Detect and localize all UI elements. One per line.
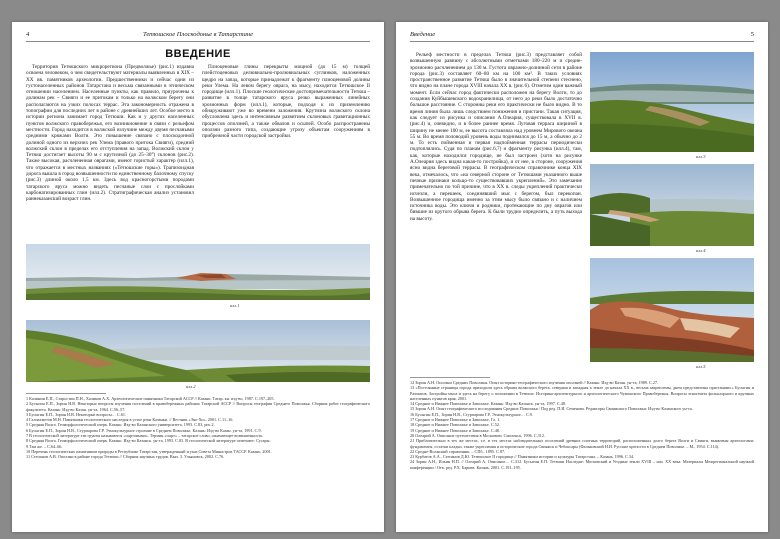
footnote: 6 Бусыгин Е.П., Зорин Н.В., Стурпарова Г.Р. Этнокультурное строение в Среднем Поволжье. Казань: Изд-во Казан. ун-та, 1991. С.9. [26,427,262,433]
text-column-right [410,52,582,374]
footnote: 15 Зорин А.Н. Опыт географического исследования Средних Поволжья / Под ред. П.И. Семенова. Редакторы Свияжского Поволжья: Изд-во Казанского ун-та. [410,406,693,412]
footnote: 12 Зорин А.Н. Оползни Средних Поволжья. Опыт историко-географического изучения оползней // Казань: Изд-во Казан. ун-та, 1989. С.27. [410,380,659,385]
footnote: 3 Бусыгин Е.П., Зорин Н.В. Некоторые вопросы… С.61. [26,411,126,417]
header-rule [26,41,370,42]
footnote: 9 Там же. – С.64–66. [26,443,63,449]
landscape-photo-3 [590,52,754,152]
footnote: 8 Средняя Волга. Геоморфологический очерк. Казань: Изд-во Казанск. ун-та, 1993. С.83. В геологической литературе отмечают: Сусары. [26,438,271,444]
landscape-photo-1 [26,244,370,300]
page-number-right: 5 [750,31,754,38]
caption-illustration-4: илл.4 [696,248,706,253]
footnote: 10 Перечень геологических памятников природы в Республике Татарстан, утвержденный и указ Совета Министров ТАССР. Казань, 2001. [26,448,272,454]
landscape-photo-4 [590,164,754,246]
right-page [396,22,768,532]
footnote: 5 Средняя Волга. Геоморфологический очерк. Казань: Изд-во Казанского университета, 1993. С.83, рис.2. [26,422,215,428]
paragraph: Рельеф местности в пределах Тетюш (рис.3) представляет собой возвышенную равнину с абсолютными отметками 180–220 м и средне-эрозионно расчленением до 130 м. Густота овражно-долинной сети в районе города (рис.3) составляет 60–80 км на 100 км². В таких условиях пространственное развитие Тетюш было в значительной степени стеснено, что видно на плане города XVIII начала XX в. (рис.6). Отметим один важный момент. Если сейчас город фактически расположен на берегу Волги, то до создания Куйбышевского водохранилища, от него до реки было достаточно большое расстояние. С сторонны реки его практически не было видно. В то время линия была лишь следствием понижения и пристани. Такая ситуация, как следует из рисунка и описания А.Олеария, существовала в XVII в. (рис.4) и, очевидно, и в более раннее время. Луговая терраса шириной в ширину не менее 100 м, ее высота составляла над уровнем Мирового океана 55 м. Во время половодий уровень воды поднимался до 15 м, а обычно до 2 м. То есть пойменная и первая надпойменная террасы периодически подтоплялись. Судя по планам (рис.6,7) и фрагменту рисунка (илл.4), там, как, которые находился городище, не был застроен (хотя на рисунке А.Олеария здесь видна какая-то постройка), и от нее, в стороне, сооружения ясно видна береговой террасы. В географическом справочнике конца XIX века, отмечалось, что «на северной стороне от Тетюшами указанного выше печные признаки кольцо-то существовавших укреплений». Это замечание примечательно по той причине, что в XX в. следы укреплений практически исчезли, а перешеек, соединявший мыс с берегом, был перекопан. Возвышенное городища именно за этим мысу было связано и с наличием источника воды. Это ключи и родники, протекающие по дну оврагов или бившие из крутого обрыва берега. К были трудно определить, а путь выхода на высоту. [410,52,582,222]
paragraph: Территория Тетюшского микрорегиона (Предволжье) (рис.1) издавна освоена человеком, о чем свидетельствуют материалы выявленных в XIX – XX вв. памятников археологии. Предшественники и сейчас одни из густонаселенных районов Татарстана и весьма связанными в этническом отношении населением. Населенные пункты, как правило, приурочены к долинам рек – Свияги и ее притокам и только на волжском берегу они располагаются на узких полосах террас. Эта закономерность отражена в топографии для последних лет в районе с древнейших лет. Особое место в истории региона занимает город Тетюши. Как и у других населенных пунктов волжского правобережья, его возникновение в связи с рельефом местности. Город находится в волжской излучине между двумя песчаными средними кряжами Волги. Это повышение связано с плоскодонной долиной одного из верхних рек Улема (правого притока Свияги), средний волжский склон в пределах его отступления на запад. Волжский склон у Тетюш достигает высоты 90 м с крутизной (до 25–30°) склонов (рис.2). Также высокая, расчлененная оврагами, имеют гористый характер (илл.1), что отражается в местных названиях («Тетюшские горы»). Трапизоидная дорога вышла в город возвышенности по единственному балочному спуску (рис.3) длиной около 1,5 км. Здесь вод красногорстыми породами татарского яруса можно видеть песчаные слои с прослойками карбонатизированных глин (илл.2). Стратиграфическая анализ установил раннеказанский возраст глин. [26,64,194,203]
page-number-left: 4 [26,31,30,38]
footnote: 13 «Постоянные страницы города приходили здесь обрыва волжского берега, северная и западная к земле до начала XX в., весьма закреплены, днем представлены пристанями.» Бусыгин и Рахматов, Застройка мыса и здесь на берегу о положении в Тетюше: Историко-архитектурного и археологического Чувашского Правобережья. Вопросы этногенеза фольклорного и крупных населенных пунктов края, 2001. [410,385,754,401]
header-rule [410,41,754,42]
paragraph: Плиоценовые глины перекрыты мощной (до 15 м) толщей плейстоценовых делювиально-пролювиальных суглинков, наложенных щедро на запад, которые принадлежат к фрагменту плиоценовой долины реки Улема. На левом берегу оврага, на мысу, находится Тетюшское II городище (илл.1). Плоские геологические достопримечательности Тетюш – развитие в толще татарского яруса резко выраженных линейных эрозионных форм (илл.1), которые, подходя к их приземлению обнаруживают уже во времени заложения. Крутизна волжского склона обусловлена здесь и интенсивным развитием склоновых гравитационных процессов оползней, а также обвалов и осыпей. Особо распространены оползни разного типа, создающие угрозу объектам сооружениям в прибрежной части городской застройки. [202,64,370,140]
running-head-right: Введение [410,31,436,38]
caption-illustration-5: илл.5 [696,364,706,369]
footnote: 16 Бусыгин Е.П., Зорин Н.В., Стурпарова Г.Р. Этнокультурное… С.9. [410,411,533,417]
footnote: 1 Калинин Е.П., Старостин П.Н., Халиков А.Х. Археологические памятники Татарской АССР // Казань: Татар. кн. изд-во, 1987. С.197–205. [26,396,275,401]
footnote: 20 Олеарий А. Описание путешествия в Московию. Смоленск, 1996. С.312. [410,432,545,438]
footnote: 4 Галиахметов М.Н. Памятники геологического наследия в устье реки Казанки. // Вестник «Эко-Хо», 2001. С.11–16. [26,417,234,423]
footnote: 23 Курбатов А.А., Степанов Д.Ю. Тетюшское II городище // Памятники истории и культуры Татарстана. – Казань, 1996. С.34. [410,454,635,460]
left-page [12,22,384,532]
footnote: 17 Средние и Нижнее Поволжье и Заволжье. Гл. 1. [410,417,501,423]
caption-illustration-2: илл.2 [186,384,196,389]
footnotes-left [26,396,370,528]
footnote: 24 Зорин А.Н., Ильин Н.П. // Олеарий А. Описание… С.312. Бусыгин Е.П. Тетюши Наследие: Московский и Уездные земли ХVIII – нач. ХХ века. Материалы Межрегиональной научной конференции / Отв. ред. Р.Х. Бариев. Казань, 2001. С.191–195. [410,459,754,470]
landscape-photo-2 [26,320,370,382]
footnote: 2 Бусыгин Е.П., Зорин Н.В. Некоторые вопросы изучения поселений в правобережных районах Татарской АССР // Вопросы географии Среднего Поволжья. Сборник работ географического факультета. Казань: Изд-во Казан. ун-та, 1964. С.56–57. [26,401,370,412]
landscape-photo-5 [590,258,754,362]
footnotes-right [410,380,754,528]
caption-illustration-3: илл.3 [696,154,706,159]
footnote: 19 Средние и Нижнее Поволжье и Заволжье. С.48. [410,427,500,433]
footnote: 14 Средние и Нижнее Поволжье и Заволжье. Казань: Изд-во Казанск. ун-та, 1997. С.48. [410,401,567,407]
running-head-left: Тетюшское Плоскодонье в Татарстане [142,31,254,38]
caption-illustration-1: илл.1 [230,303,240,308]
footnote-rule [26,393,106,394]
footnote: 7 В геологической литературе эти грунты называются «сыртовыми». Термин «сырт» – татарское слово, означающее возвышенность. [26,433,264,439]
footnote: 11 Степанов А.В. Оползни в районе города Тетюши // Сборник научных трудов. Вып. 3. Ульяновск, 2002. С.76. [26,454,225,460]
text-column-2 [202,64,370,254]
footnote: 22 Средне-Волжский справочник. – СПб., 1895. С.87. [410,448,506,454]
footnote: 21 Приблизительно в тех же местах, т.е. в тех местах наблюдательных поселений древних плотных территорий, расположенных долго берега Волги и Свияги, выявлены археологами: фундаменты, остатки кладки, также укрепления и исторические города Свияжск и Чебоксары (Фальковский Н.И. Русские крепости в Среднем Поволжье. – М., 1954. С.114). [410,438,754,449]
page-title: ВВЕДЕНИЕ [165,48,231,60]
footnote-rule [410,377,490,378]
footnote: 18 Средние и Нижнее Поволжье и Заволжье. С.52. [410,422,500,428]
